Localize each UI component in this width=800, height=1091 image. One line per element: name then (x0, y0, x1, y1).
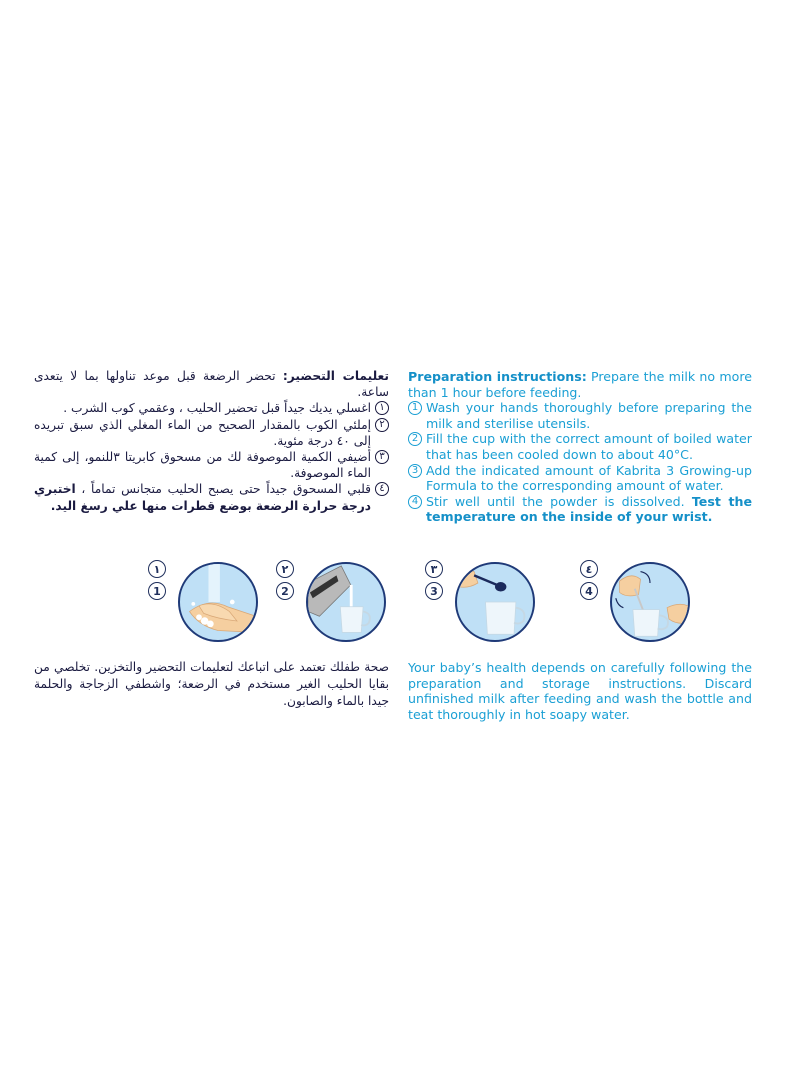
hand-washing-icon (178, 562, 258, 642)
english-step-4: 4 Stir well until the powder is dissolved. Test the temperature on the inside of your wrist. (408, 494, 752, 525)
english-instructions (408, 369, 752, 525)
number-badge: 3 (425, 582, 443, 600)
arabic-title: تعليمات التحضير: (282, 369, 389, 383)
arabic-number-badge: ٣ (425, 560, 443, 578)
arabic-wrist-test-warning: اختبري درجة حرارة الرضعة بوضع قطرات منها علي رسغ اليد. (34, 482, 371, 513)
arabic-step-number-2-icon: ٢ (375, 418, 389, 432)
illustration-step-1 (148, 560, 268, 650)
step-number-4-icon: 4 (408, 495, 422, 509)
step-number-3-icon: 3 (408, 464, 422, 478)
english-storage-note: Your baby’s health depends on carefully following the preparation and storage instructions. Discard unfinished milk after feeding and wash the bottle and teat thoroughly in hot soapy water. (408, 660, 752, 722)
arabic-step-number-1-icon: ١ (375, 401, 389, 415)
illustration-step-2 (276, 560, 396, 650)
english-intro (408, 369, 752, 400)
english-intro-text: Prepare the milk no more than 1 hour before feeding. (408, 369, 752, 400)
kettle-pouring-icon (306, 562, 386, 642)
arabic-number-badge: ١ (148, 560, 166, 578)
wrist-test-warning: Test the temperature on the inside of your wrist. (426, 493, 752, 525)
english-step-3: 3 Add the indicated amount of Kabrita 3 Growing-up Formula to the corresponding amount of water. (408, 463, 752, 494)
number-badge: 4 (580, 582, 598, 600)
number-badge: 2 (276, 582, 294, 600)
step-number-1-icon: 1 (408, 401, 422, 415)
english-step-1: 1 Wash your hands thoroughly before preparing the milk and sterilise utensils. (408, 400, 752, 431)
arabic-step-2: ٢ إملئي الكوب بالمقدار الصحيح من الماء المغلي الذي سبق تبريده إلى ٤٠ درجة مئوية. (34, 417, 389, 449)
arabic-storage-note: صحة طفلك تعتمد على اتباعك لتعليمات التحضير والتخزين. تخلصي من بقايا الحليب الغير مستخدم في الرضعة؛ واشطفي الزجاجة والحلمة جيدا بالماء والصابون. (34, 660, 389, 708)
arabic-step-4: ٤ قلبي المسحوق جيداً حتى يصبح الحليب متجانس تماماً ، اختبري درجة حرارة الرضعة بوضع قطرات منها علي رسغ اليد. (34, 481, 389, 513)
arabic-step-number-4-icon: ٤ (375, 482, 389, 496)
illustration-step-3 (425, 560, 545, 650)
english-title: Preparation instructions: (408, 369, 587, 384)
illustration-step-4 (580, 560, 700, 650)
arabic-intro (34, 368, 389, 400)
arabic-intro-text: تحضر الرضعة قبل موعد تناولها بما لا يتعدى ساعة. (34, 369, 389, 400)
step-number-2-icon: 2 (408, 432, 422, 446)
arabic-step-number-3-icon: ٣ (375, 450, 389, 464)
arabic-step-1: ١ اغسلي يديك جيداً قبل تحضير الحليب ، وعقمي كوب الشرب . (34, 400, 389, 416)
english-step-2: 2 Fill the cup with the correct amount of boiled water that has been cooled down to about 40°C. (408, 431, 752, 462)
number-badge: 1 (148, 582, 166, 600)
arabic-step-3: ٣ أضيفي الكمية الموصوفة لك من مسحوق كابريتا ٣للنمو، إلى كمية الماء الموصوفة. (34, 449, 389, 481)
formula-scoop-icon (455, 562, 535, 642)
stirring-cup-icon (610, 562, 690, 642)
arabic-instructions (34, 368, 389, 514)
arabic-number-badge: ٢ (276, 560, 294, 578)
arabic-number-badge: ٤ (580, 560, 598, 578)
